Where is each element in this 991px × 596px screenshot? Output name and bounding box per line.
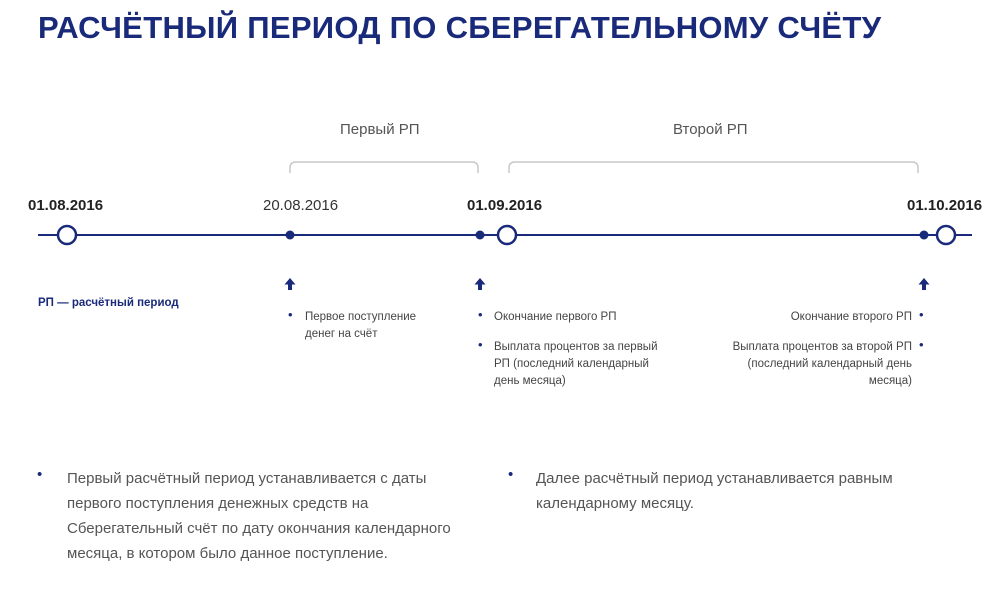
bullet-icon: •	[919, 307, 924, 322]
bullet-icon: •	[37, 466, 43, 483]
first-period-label: Первый РП	[340, 121, 420, 138]
arrow-up-icon	[473, 277, 487, 291]
legend-note: РП — расчётный период	[38, 297, 179, 309]
bullet-icon: •	[478, 307, 483, 322]
date-end-second: 01.10.2016	[907, 197, 983, 214]
timeline-diagram	[0, 0, 991, 260]
date-end-first: 01.09.2016	[467, 197, 543, 214]
bullet-icon: •	[508, 466, 514, 483]
note-interest-second: Выплата процентов за второй РП (последний календарный день месяца)	[732, 341, 912, 387]
note-end-first: Окончание первого РП	[494, 311, 617, 323]
bullet-icon: •	[288, 307, 293, 322]
first-period-description: Первый расчётный период устанавливается с даты первого поступления денежных средств на Сберегательный счёт по дату окончания календарного месяца, в котором было данное поступление.	[67, 470, 451, 562]
date-first-receipt: 20.08.2016	[263, 197, 339, 214]
first-period-bracket	[290, 162, 478, 173]
next-period-description: Далее расчётный период устанавливается равным календарному месяцу.	[536, 470, 893, 512]
bullet-icon: •	[478, 337, 483, 352]
date-marker-start	[58, 226, 76, 244]
second-period-label: Второй РП	[673, 121, 748, 138]
second-period-bracket	[509, 162, 918, 173]
note-interest-first: Выплата процентов за первый РП (последний календарный день месяца)	[494, 341, 658, 387]
date-marker-second-start	[498, 226, 516, 244]
arrow-up-icon	[917, 277, 931, 291]
date-marker-end-first	[476, 231, 485, 240]
date-marker-first-receipt	[286, 231, 295, 240]
note-first-receipt: Первое поступление денег на счёт	[305, 311, 417, 340]
bullet-icon: •	[919, 337, 924, 352]
arrow-up-icon	[283, 277, 297, 291]
date-marker-end-second	[920, 231, 929, 240]
note-end-second: Окончание второго РП	[790, 311, 912, 323]
page-title: РАСЧЁТНЫЙ ПЕРИОД ПО СБЕРЕГАТЕЛЬНОМУ СЧЁТУ	[38, 10, 882, 45]
date-marker-third-start	[937, 226, 955, 244]
date-start: 01.08.2016	[28, 197, 104, 214]
